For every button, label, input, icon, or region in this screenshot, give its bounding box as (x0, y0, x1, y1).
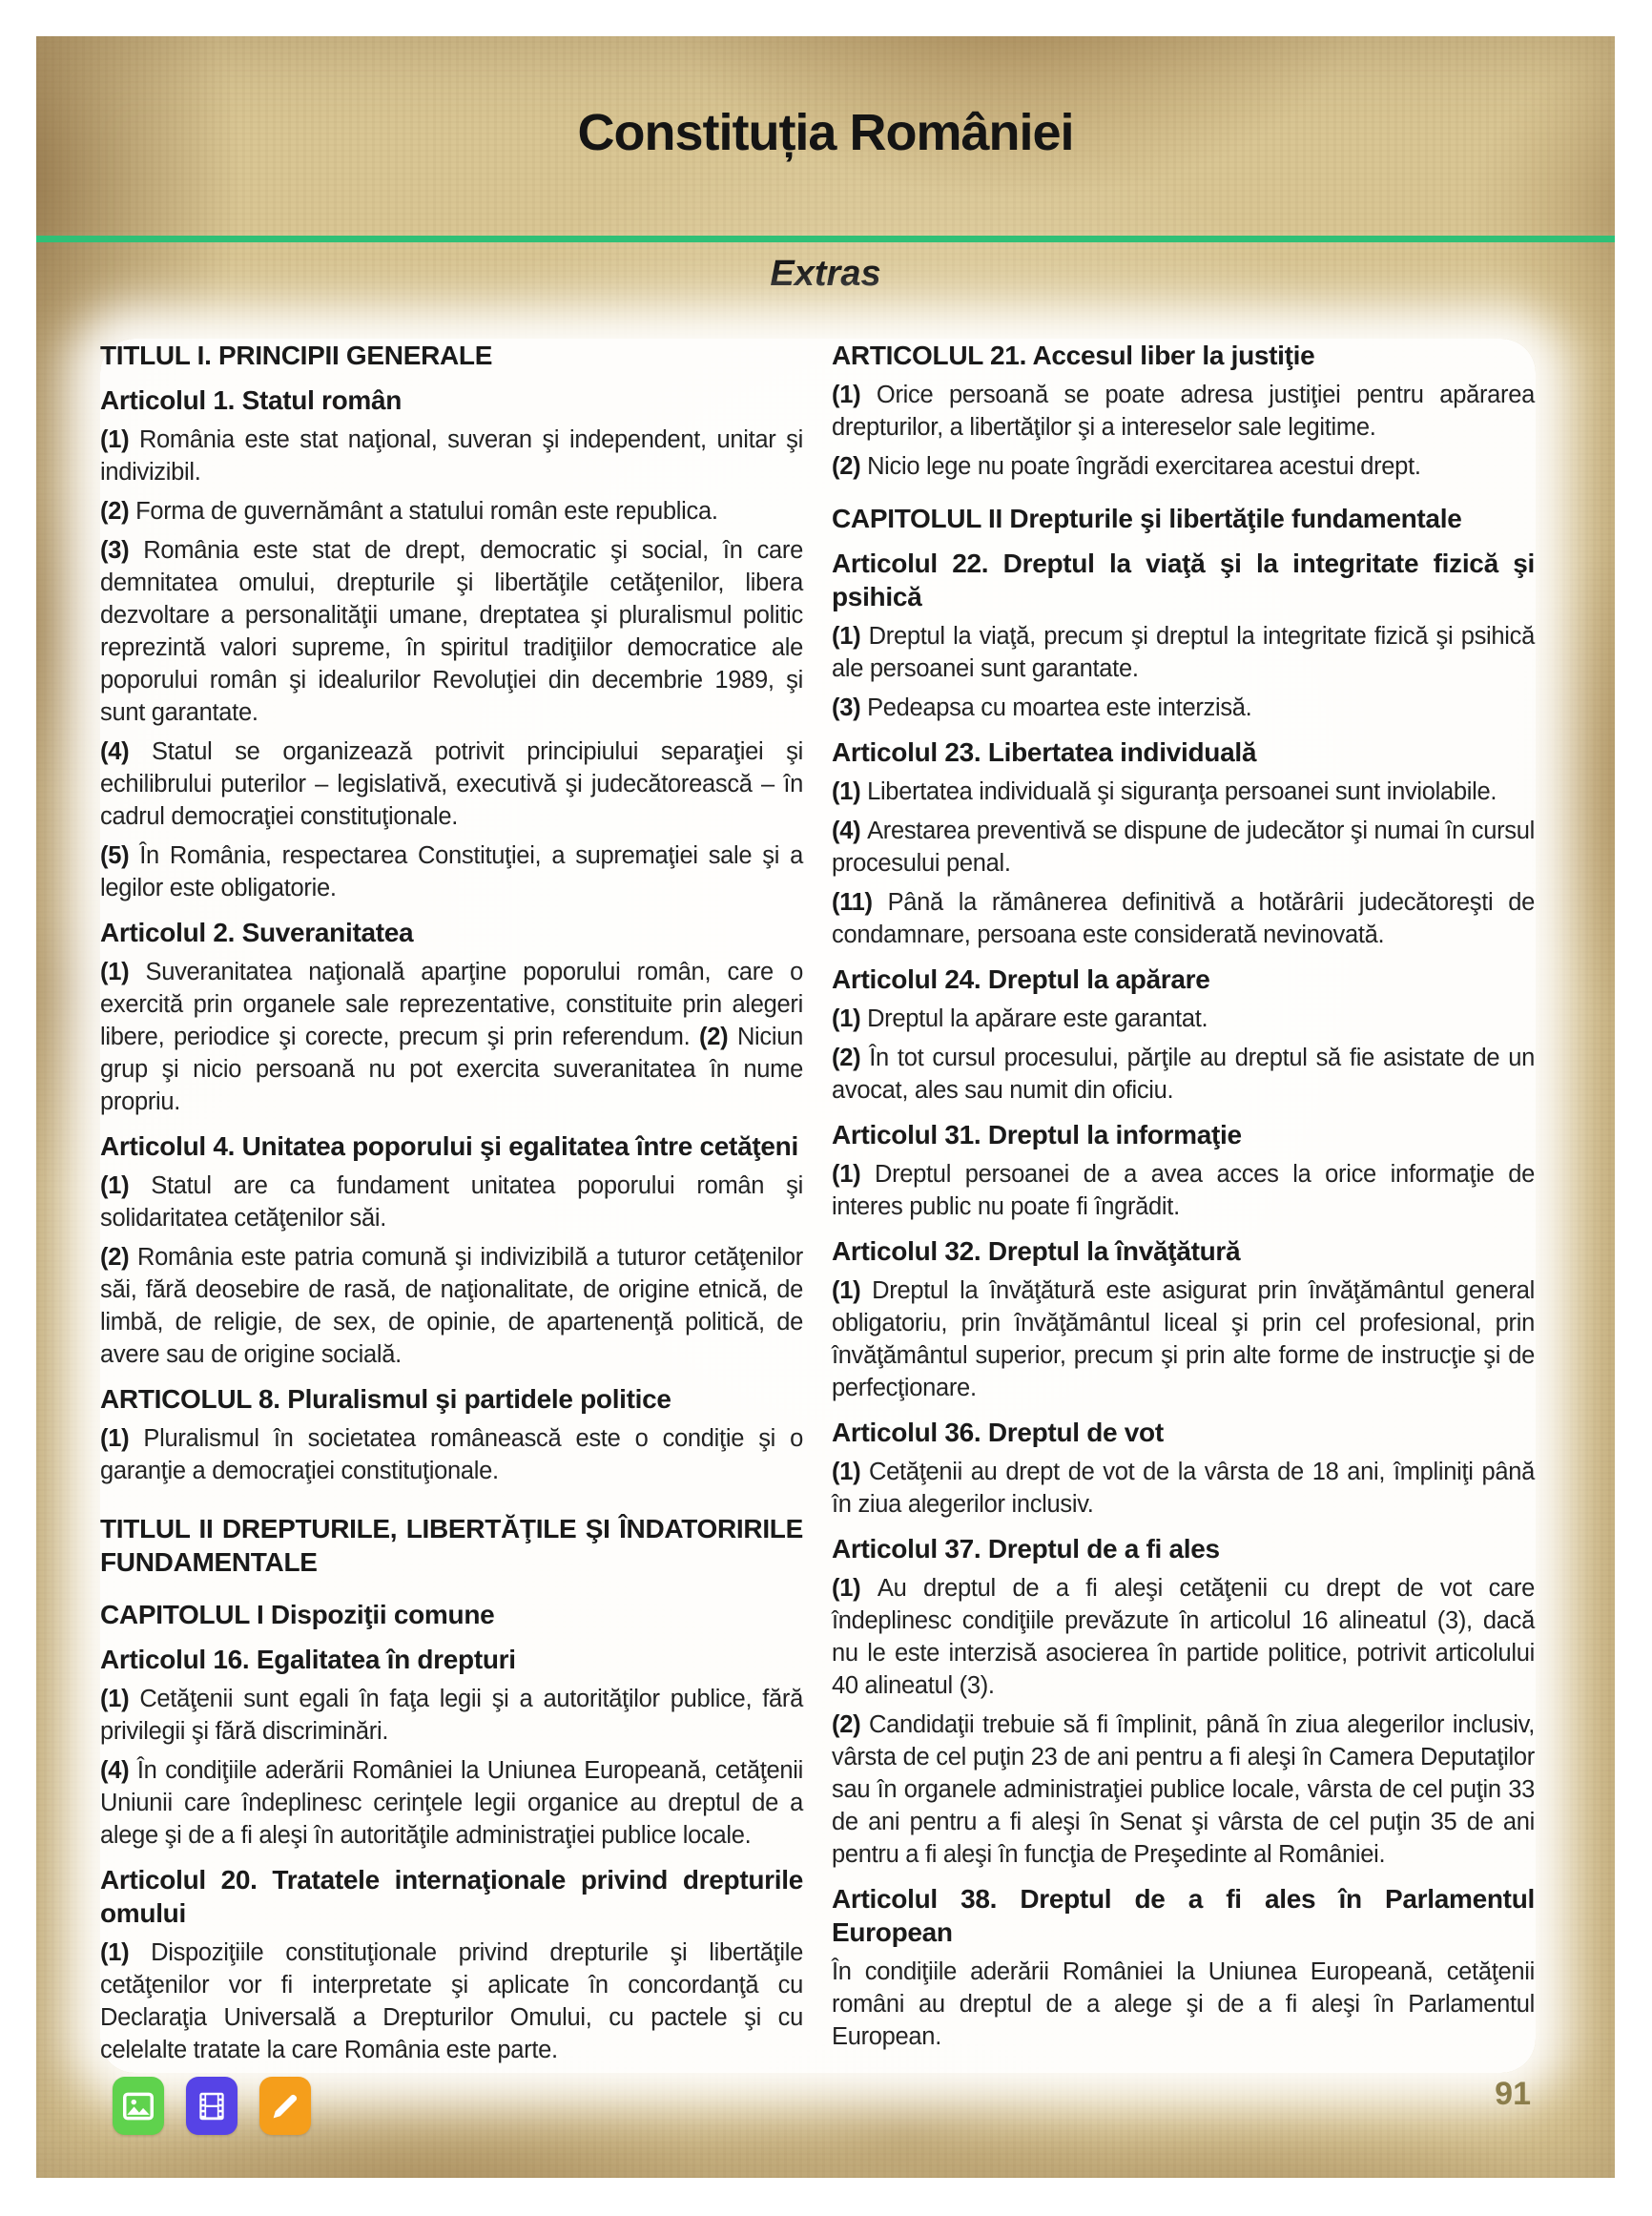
text-segment: Cetăţenii au drept de vot de la vârsta de 18 ani, împliniţi până în ziua alegerilor inclusiv. (832, 1459, 1535, 1518)
chapter-heading (100, 1598, 803, 1631)
paragraph-number: Articolul 23. Libertatea individuală (832, 737, 1257, 767)
text-segment: Statul are ca fundament unitatea poporului român şi solidaritatea cetăţenilor săi. (100, 1172, 803, 1232)
paragraph (100, 839, 803, 904)
paragraph-number: Articolul 1. Statul român (100, 385, 403, 415)
article-heading (832, 1532, 1535, 1565)
paragraph-number: CAPITOLUL I Dispoziţii comune (100, 1600, 495, 1629)
text-segment: România este patria comună şi indivizibilă a tuturor cetăţenilor săi, fără deosebire de rasă, de naţionalitate, de origine etnică, de limbă, de religie, de sex, de opinie, de apartenenţă politică, de avere sau de origine socială. (100, 1244, 803, 1368)
text-segment: Pedeapsa cu moartea este interzisă. (867, 694, 1252, 721)
paragraph-number: (11) (832, 889, 888, 916)
article-heading (100, 916, 803, 949)
paragraph (832, 1003, 1535, 1035)
text-segment: Orice persoană se poate adresa justiţiei pentru apărarea drepturilor, a libertăţilor şi a intereselor sale legitime. (832, 382, 1535, 441)
film-icon (194, 2088, 230, 2124)
parchment-background (36, 36, 1615, 2178)
paragraph (100, 534, 803, 729)
paragraph-number: TITLUL II DREPTURILE, LIBERTĂŢILE ŞI ÎNDATORIRILE FUNDAMENTALE (100, 1514, 803, 1577)
paragraph-number: Articolul 4. Unitatea poporului şi egalitatea între cetăţeni (100, 1131, 798, 1161)
paragraph-number: Articolul 36. Dreptul de vot (832, 1418, 1164, 1447)
paragraph-number: (1) (100, 1425, 144, 1452)
text-segment: România este stat de drept, democratic şi social, în care demnitatea omului, drepturile şi libertăţile cetăţenilor, libera dezvoltare a personalităţii umane, dreptatea şi pluralismul politic reprezintă valori supreme, în spiritul tradiţiilor democratice ale poporului român şi idealurilor Revoluţiei din decembrie 1989, şi sunt garantate. (100, 537, 803, 726)
paragraph-number: (4) (832, 818, 868, 844)
article-heading (100, 1643, 803, 1676)
paragraph-number: (3) (832, 694, 868, 721)
paragraph-number: (3) (100, 537, 144, 564)
text-segment: În condiţiile aderării României la Uniunea Europeană, cetăţenii Uniunii care îndeplinesc cerinţele legii organice au dreptul de a alege şi de a fi aleşi în autorităţile administraţiei publice locale. (100, 1757, 803, 1849)
paragraph-number: Articolul 24. Dreptul la apărare (832, 964, 1210, 994)
pencil-icon (267, 2088, 303, 2124)
text-segment: Arestarea preventivă se dispune de judecător şi numai în cursul procesului penal. (832, 818, 1535, 877)
text-segment: Forma de guvernământ a statului român este republica. (135, 498, 718, 525)
paragraph-number: (4) (100, 1757, 137, 1784)
paragraph-number: (2) (832, 1045, 870, 1071)
text-segment: Dispoziţiile constituţionale privind drepturile şi libertăţile cetăţenilor vor fi interpretate şi aplicate în concordanţă cu Declaraţia Universală a Drepturilor Omului, cu pactele şi cu celelalte tratate la care România este parte. (100, 1939, 803, 2063)
left-column (100, 339, 803, 2073)
paragraph-number: Articolul 37. Dreptul de a fi ales (832, 1534, 1220, 1564)
paragraph-number: (1) (832, 1459, 870, 1485)
article-heading (832, 1118, 1535, 1151)
text-segment: Nicio lege nu poate îngrădi exercitarea acestui drept. (867, 453, 1421, 480)
paragraph (832, 776, 1535, 808)
right-column (832, 339, 1535, 2073)
paragraph-number: Articolul 2. Suveranitatea (100, 918, 414, 947)
chapter-heading (832, 502, 1535, 535)
image-icon (120, 2088, 156, 2124)
paragraph-number: (2) (832, 453, 868, 480)
text-segment: Dreptul la viaţă, precum şi dreptul la integritate fizică şi psihică ale persoanei sunt garantate. (832, 623, 1535, 682)
paragraph-number: Articolul 22. Dreptul la viaţă şi la integritate fizică şi psihică (832, 549, 1535, 611)
paragraph (832, 886, 1535, 951)
paragraph-number: (1) (100, 1686, 140, 1712)
paragraph (100, 1936, 803, 2066)
page-subtitle: Extras (770, 254, 881, 294)
paragraph-number: (1) (100, 426, 139, 453)
paragraph-number: Articolul 16. Egalitatea în drepturi (100, 1645, 516, 1674)
page-title: Constituția României (577, 104, 1074, 161)
paragraph-number: (1) (100, 959, 146, 985)
text-segment: În tot cursul procesului, părţile au dreptul să fie asistate de un avocat, ales sau numit din oficiu. (832, 1045, 1535, 1104)
paragraph (832, 379, 1535, 444)
paragraph-number: Articolul 38. Dreptul de a fi ales în Parlamentul European (832, 1884, 1535, 1947)
page-number: 91 (1495, 2076, 1531, 2112)
article-heading (832, 547, 1535, 613)
image-tool-button[interactable] (113, 2077, 164, 2135)
paragraph-number: ARTICOLUL 21. Accesul liber la justiţie (832, 341, 1315, 370)
paragraph (100, 735, 803, 833)
paragraph-number: (2) (100, 1244, 137, 1271)
article-heading (832, 735, 1535, 769)
paragraph (100, 1754, 803, 1852)
paragraph (832, 620, 1535, 685)
paragraph (832, 1709, 1535, 1871)
paragraph (100, 424, 803, 488)
paragraph (832, 692, 1535, 724)
paragraph-number: Articolul 32. Dreptul la învăţătură (832, 1236, 1241, 1266)
text-segment: Dreptul la învăţătură este asigurat prin învăţământul general obligatoriu, prin învăţământul liceal şi prin cel profesional, prin învăţământul superior, precum şi prin alte forme de instrucţie şi de perfecţionare. (832, 1277, 1535, 1401)
text-segment: Până la rămânerea definitivă a hotărârii judecătoreşti de condamnare, persoana este considerată nevinovată. (832, 889, 1536, 948)
paragraph-number: CAPITOLUL II Drepturile şi libertăţile fundamentale (832, 504, 1462, 533)
paragraph (100, 1241, 803, 1371)
edit-tool-button[interactable] (259, 2077, 311, 2135)
paragraph-number: (1) (100, 1172, 152, 1199)
paragraph-number: (1) (832, 382, 877, 408)
text-segment: Au dreptul de a fi aleşi cetăţenii cu drept de vot care îndeplinesc condiţiile prevăzute în articolul 16 alineatul (3), dacă nu le este interzisă asocierea în partide politice, potrivit articolului 40 alineatul (3). (832, 1575, 1535, 1699)
paragraph (100, 956, 803, 1118)
paragraph-number: Articolul 20. Tratatele internaţionale privind drepturile omului (100, 1865, 803, 1928)
text-segment: În România, respectarea Constituţiei, a supremaţiei sale şi a legilor este obligatorie. (100, 842, 803, 901)
article-heading (100, 383, 803, 417)
paragraph-number: (2) (699, 1024, 737, 1050)
paragraph (100, 1683, 803, 1748)
paragraph (100, 1170, 803, 1234)
paragraph (100, 1422, 803, 1487)
text-segment: Niciun grup şi nicio persoană nu pot exercita suveranitatea în nume propriu. (100, 1024, 803, 1115)
paragraph-number: (1) (832, 1277, 873, 1304)
text-segment: România este stat naţional, suveran şi independent, unitar şi indivizibil. (100, 426, 803, 486)
paragraph-number: (1) (832, 778, 868, 805)
paragraph (832, 1956, 1535, 2053)
paragraph-number: (1) (832, 1575, 878, 1602)
paragraph-number: TITLUL I. PRINCIPII GENERALE (100, 341, 493, 370)
article-heading (832, 963, 1535, 996)
paragraph-number: (1) (832, 1161, 875, 1188)
text-segment: Dreptul la apărare este garantat. (867, 1005, 1208, 1032)
text-segment: În condiţiile aderării României la Uniunea Europeană, cetăţenii români au dreptul de a alege şi de a fi aleşi în Parlamentul European. (832, 1958, 1535, 2050)
text-segment: Statul se organizează potrivit principiului separaţiei şi echilibrului puterilor – legislativă, executivă şi judecătorească – în cadrul democraţiei constituţionale. (100, 738, 803, 830)
article-heading (832, 1234, 1535, 1268)
paragraph (832, 1274, 1535, 1404)
paragraph-number: (1) (832, 1005, 868, 1032)
article-heading (100, 1863, 803, 1930)
article-heading (832, 1882, 1535, 1949)
paragraph (832, 815, 1535, 880)
text-segment: Libertatea individuală şi siguranţa persoanei sunt inviolabile. (867, 778, 1497, 805)
paragraph-number: (1) (100, 1939, 152, 1966)
paragraph-number: (2) (832, 1711, 869, 1738)
paragraph-number: (5) (100, 842, 140, 869)
paragraph-number: ARTICOLUL 8. Pluralismul şi partidele politice (100, 1384, 671, 1414)
section-heading (100, 1512, 803, 1579)
footer-toolbar (113, 2077, 311, 2135)
paragraph (832, 1158, 1535, 1223)
paragraph (832, 1042, 1535, 1107)
paragraph-number: (1) (832, 623, 869, 650)
article-heading (832, 1416, 1535, 1449)
article-heading (100, 1382, 803, 1416)
paragraph-number: (4) (100, 738, 153, 765)
paragraph (832, 1572, 1535, 1702)
text-segment: Cetăţenii sunt egali în faţa legii şi a autorităţilor publice, fără privilegii şi fără discriminări. (100, 1686, 803, 1745)
text-segment: Suveranitatea naţională aparţine poporului român, care o exercită prin organele sale reprezentative, constituite prin alegeri libere, periodice şi corecte, precum şi prin referendum. (100, 959, 803, 1050)
paragraph (832, 1456, 1535, 1521)
section-heading (100, 339, 803, 372)
article-heading (100, 1129, 803, 1163)
green-divider (36, 236, 1615, 242)
paragraph (100, 495, 803, 528)
text-segment: Candidaţii trebuie să fi împlinit, până în ziua alegerilor inclusiv, vârsta de cel puţin 23 de ani pentru a fi aleşi în Camera Deputaţilor sau în organele administraţiei publice locale, vârsta de cel puţin 33 de ani pentru a fi aleşi în Senat şi vârsta de cel puţin 35 de ani pentru a fi aleşi în funcţia de Preşedinte al României. (832, 1711, 1535, 1868)
content-area (100, 339, 1536, 2073)
text-segment: Pluralismul în societatea românească este o condiţie şi o garanţie a democraţiei constituţionale. (100, 1425, 803, 1484)
text-segment: Dreptul persoanei de a avea acces la orice informaţie de interes public nu poate fi îngrădit. (832, 1161, 1536, 1220)
paragraph (832, 450, 1535, 483)
video-tool-button[interactable] (186, 2077, 237, 2135)
paragraph-number: (2) (100, 498, 136, 525)
article-heading (832, 339, 1535, 372)
paragraph-number: Articolul 31. Dreptul la informaţie (832, 1120, 1242, 1149)
